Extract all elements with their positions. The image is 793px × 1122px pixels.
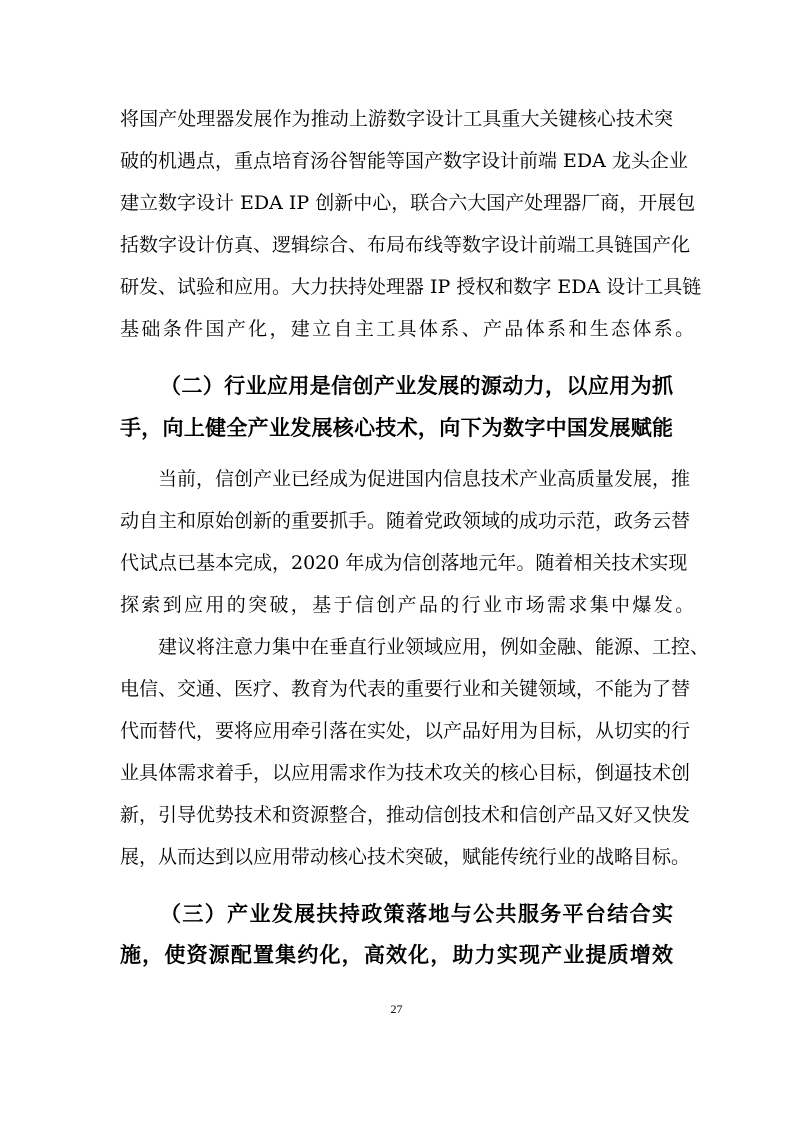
body-text-line: 代试点已基本完成，2020 年成为信创落地元年。随着相关技术实现 [120,552,688,574]
section-heading-line: （二）行业应用是信创产业发展的源动力，以应用为抓 [160,374,673,398]
body-text-line: 业具体需求着手，以应用需求作为技术攻关的核心目标，倒逼技术创 [120,762,691,784]
body-text-line: 新，引导优势技术和资源整合，推动信创技术和信创产品又好又快发 [120,804,691,826]
body-text-line: 电信、交通、医疗、教育为代表的重要行业和关键领域，不能为了替 [120,678,691,700]
page-number: 27 [390,1002,403,1016]
body-text-line: 基础条件国产化，建立自主工具体系、产品体系和生态体系。 [120,318,697,340]
body-text-line: 研发、试验和应用。大力扶持处理器 IP 授权和数字 EDA 设计工具链 [120,276,702,298]
body-text-line: 将国产处理器发展作为推动上游数字设计工具重大关键核心技术突 [120,108,673,130]
body-text-line: 括数字设计仿真、逻辑综合、布局布线等数字设计前端工具链国产化 [120,234,691,256]
body-text-line: 建立数字设计 EDA IP 创新中心，联合六大国产处理器厂商，开展包 [120,192,696,214]
body-text-line: 探索到应用的突破，基于信创产品的行业市场需求集中爆发。 [120,594,697,616]
section-heading-line: （三）产业发展扶持政策落地与公共服务平台结合实 [160,902,673,926]
body-text-line: 当前，信创产业已经成为促进国内信息技术产业高质量发展，推 [158,468,691,490]
body-text-line: 建议将注意力集中在垂直行业领域应用，例如金融、能源、工控、 [158,636,710,658]
body-text-line: 动自主和原始创新的重要抓手。随着党政领域的成功示范，政务云替 [120,510,691,532]
body-text-line: 展，从而达到以应用带动核心技术突破，赋能传统行业的战略目标。 [120,846,691,868]
body-text-line: 破的机遇点，重点培育汤谷智能等国产数字设计前端 EDA 龙头企业 [120,150,688,172]
body-text-line: 代而替代，要将应用牵引落在实处，以产品好用为目标，从切实的行 [120,720,691,742]
section-heading-line: 手，向上健全产业发展核心技术，向下为数字中国发展赋能 [120,416,673,440]
section-heading-line: 施，使资源配置集约化，高效化，助力实现产业提质增效 [120,943,673,967]
